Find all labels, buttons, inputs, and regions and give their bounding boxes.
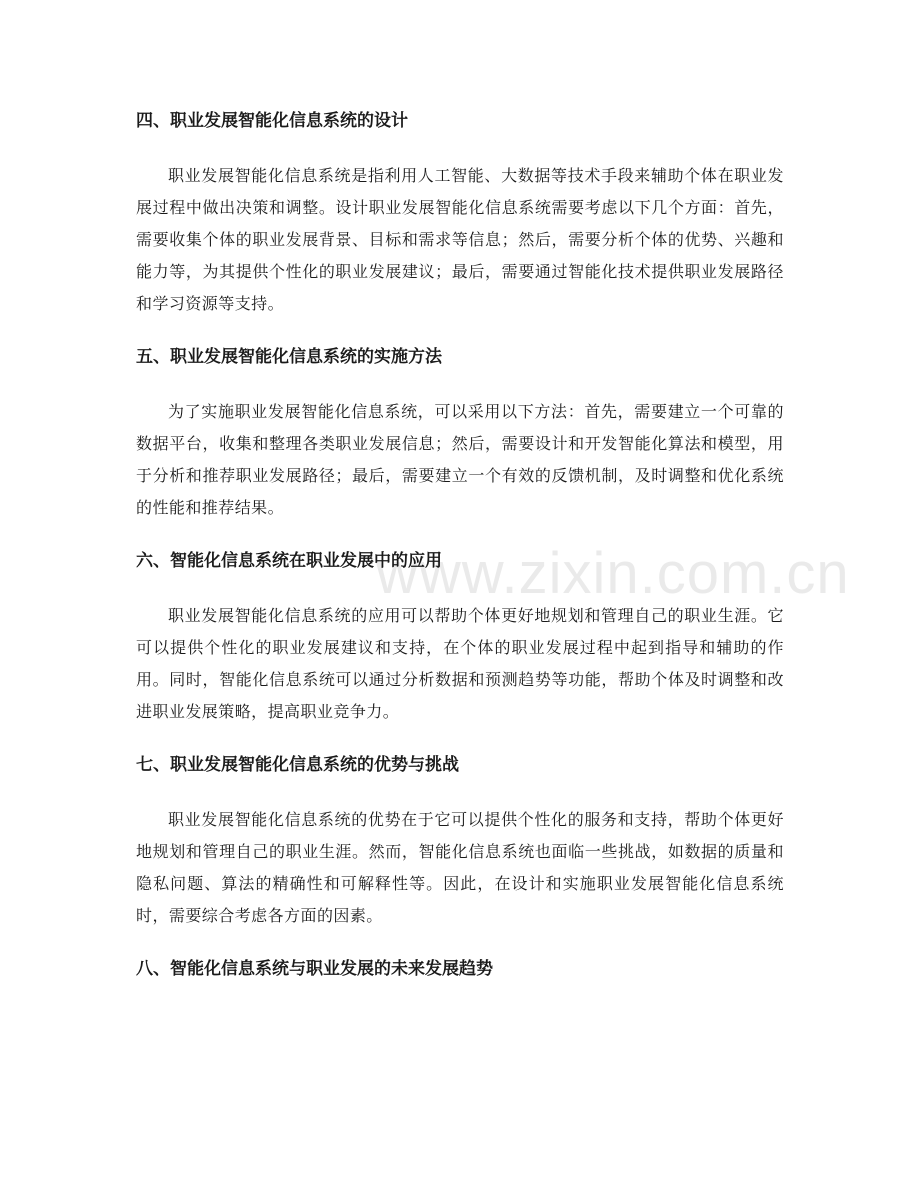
document-body: [136, 104, 784, 986]
section-heading-8: 八、智能化信息系统与职业发展的未来发展趋势: [136, 959, 493, 979]
section-heading-5: 五、职业发展智能化信息系统的实施方法: [136, 347, 442, 367]
section-paragraph-6: 职业发展智能化信息系统的应用可以帮助个体更好地规划和管理自己的职业生涯。它可以提供个性化的职业发展建议和支持，在个体的职业发展过程中起到指导和辅助的作用。同时，智能化信息系统可以通过分析数据和预测趋势等功能，帮助个体及时调整和改进职业发展策略，提高职业竞争力。: [136, 606, 784, 721]
section-paragraph-4: 职业发展智能化信息系统是指利用人工智能、大数据等技术手段来辅助个体在职业发展过程中做出决策和调整。设计职业发展智能化信息系统需要考虑以下几个方面：首先，需要收集个体的职业发展背景、目标和需求等信息；然后，需要分析个体的优势、兴趣和能力等，为其提供个性化的职业发展建议；最后，需要通过智能化技术提供职业发展路径和学习资源等支持。: [136, 166, 784, 313]
section-heading-7: 七、职业发展智能化信息系统的优势与挑战: [136, 755, 459, 775]
watermark: www.zixin.com.cn: [376, 541, 850, 606]
section-heading-6: 六、智能化信息系统在职业发展中的应用: [136, 551, 442, 571]
section-paragraph-5: 为了实施职业发展智能化信息系统，可以采用以下方法：首先，需要建立一个可靠的数据平台，收集和整理各类职业发展信息；然后，需要设计和开发智能化算法和模型，用于分析和推荐职业发展路径；最后，需要建立一个有效的反馈机制，及时调整和优化系统的性能和推荐结果。: [136, 402, 784, 517]
section-paragraph-7: 职业发展智能化信息系统的优势在于它可以提供个性化的服务和支持，帮助个体更好地规划和管理自己的职业生涯。然而，智能化信息系统也面临一些挑战，如数据的质量和隐私问题、算法的精确性和可解释性等。因此，在设计和实施职业发展智能化信息系统时，需要综合考虑各方面的因素。: [136, 810, 784, 925]
section-heading-4: 四、职业发展智能化信息系统的设计: [136, 111, 408, 131]
